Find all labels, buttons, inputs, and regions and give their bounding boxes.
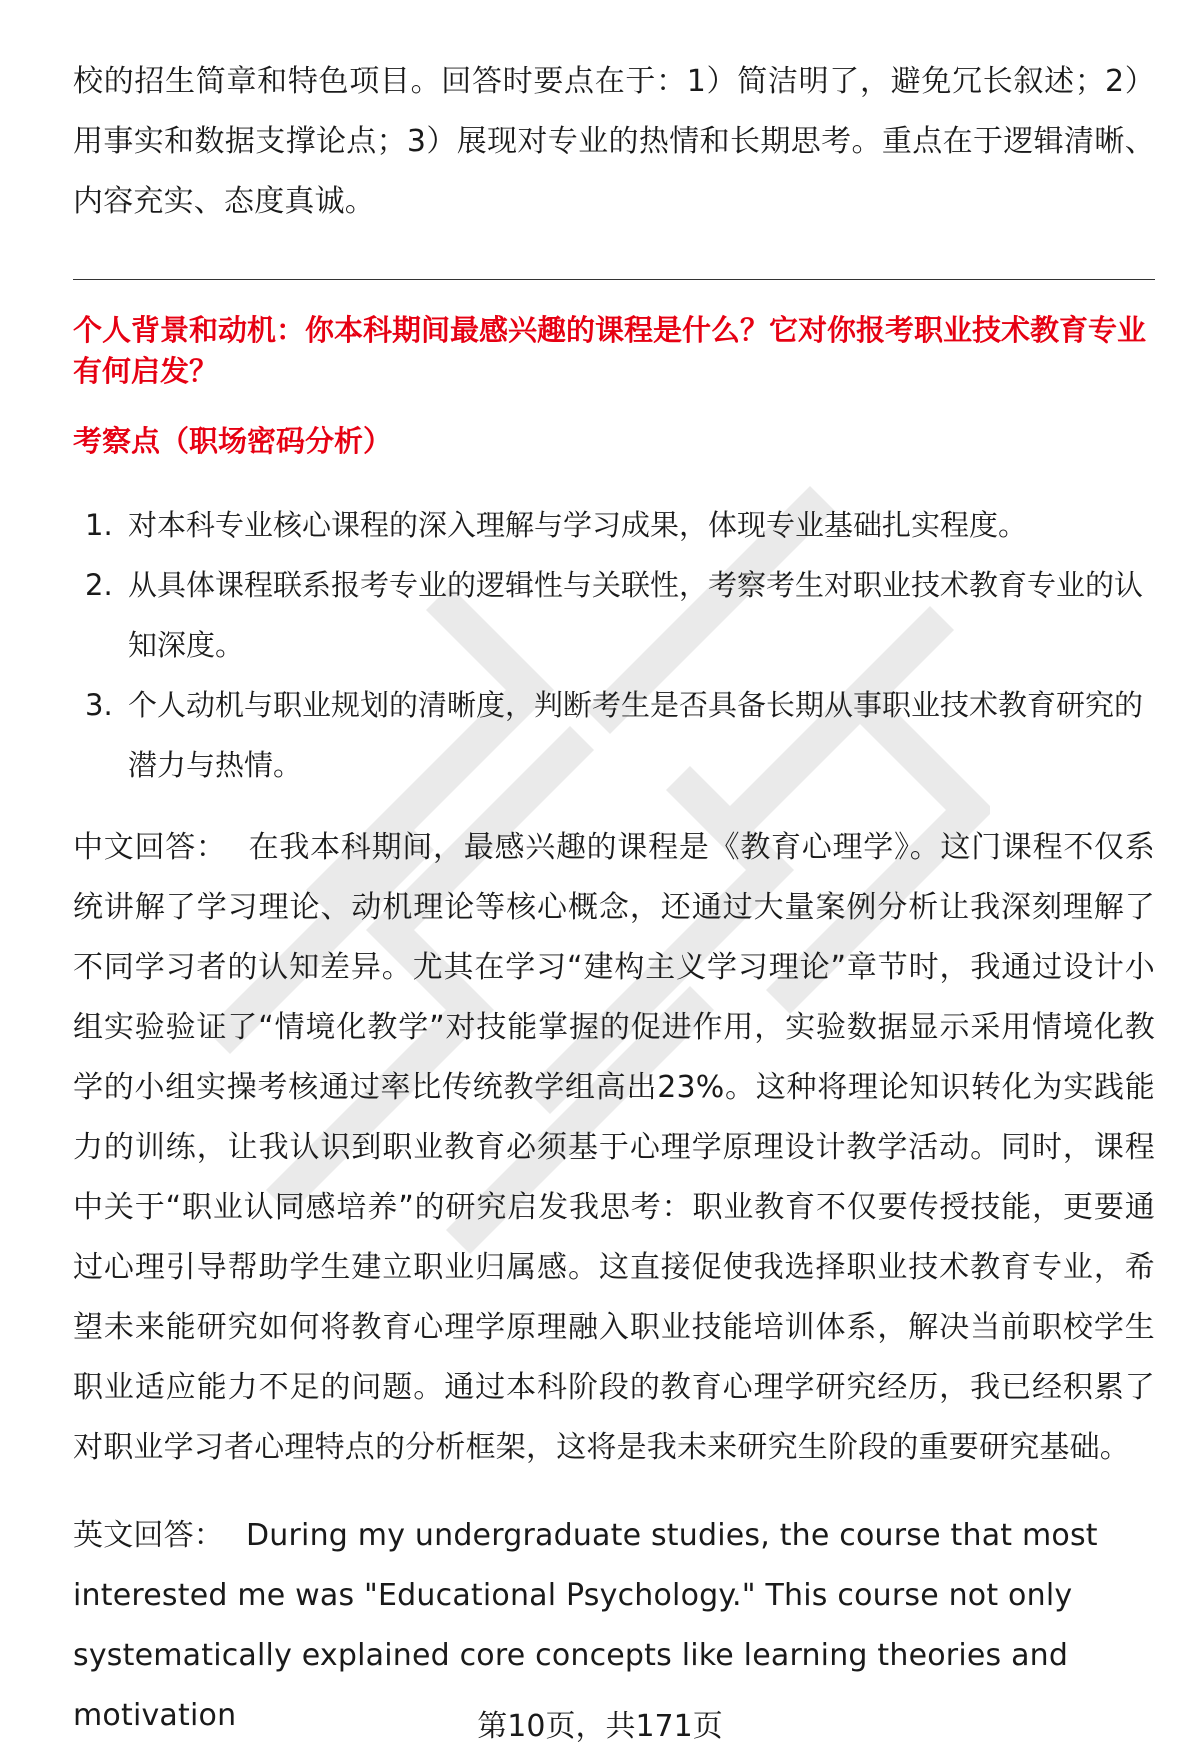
chinese-answer-text: 在我本科期间，最感兴趣的课程是《教育心理学》。这门课程不仅系统讲解了学习理论、动机理论等核心概念，还通过大量案例分析让我深刻理解了不同学习者的认知差异。尤其在学习“建构主义学习理论”章节时，我通过设计小组实验验证了“情境化教学”对技能掌握的促进作用，实验数据显示采用情境化教学的小组实操考核通过率比传统教学组高出23%。这种将理论知识转化为实践能力的训练，让我认识到职业教育必须基于心理学原理设计教学活动。同时，课程中关于“职业认同感培养”的研究启发我思考：职业教育不仅要传授技能，更要通过心理引导帮助学生建立职业归属感。这直接促使我选择职业技术教育专业，希望未来能研究如何将教育心理学原理融入职业技能培训体系，解决当前职校学生职业适应能力不足的问题。通过本科阶段的教育心理学研究经历，我已经积累了对职业学习者心理特点的分析框架，这将是我未来研究生阶段的重要研究基础。 <box>73 830 1156 1465</box>
english-answer-text: During my undergraduate studies, the course that most interested me was "Educational Psychology." This course not only systematically explained core concepts like learning theories and motivation <box>73 1518 1098 1733</box>
page-number-footer: 第10页，共171页 <box>477 1709 723 1744</box>
list-item-text: 从具体课程联系报考专业的逻辑性与关联性，考察考生对职业技术教育专业的认知深度。 <box>128 568 1144 662</box>
question-title: 个人背景和动机：你本科期间最感兴趣的课程是什么？它对你报考职业技术教育专业有何启发？ <box>73 313 1147 388</box>
chinese-answer-paragraph <box>73 818 1155 1478</box>
section-divider <box>73 279 1155 280</box>
list-item <box>73 555 1155 675</box>
english-answer-label: 英文回答： <box>73 1518 224 1553</box>
list-item-number: 1. <box>85 508 113 542</box>
list-item-number: 2. <box>85 568 113 602</box>
intro-paragraph: 校的招生简章和特色项目。回答时要点在于：1）简洁明了，避免冗长叙述；2）用事实和数据支撑论点；3）展现对专业的热情和长期思考。重点在于逻辑清晰、内容充实、态度真诚。 <box>73 64 1155 219</box>
list-item-text: 个人动机与职业规划的清晰度，判断考生是否具备长期从事职业技术教育研究的潜力与热情。 <box>128 688 1144 782</box>
list-item <box>73 675 1155 795</box>
chinese-answer-label: 中文回答： <box>73 830 227 865</box>
list-item-number: 3. <box>85 688 113 722</box>
list-item <box>73 495 1155 555</box>
assessment-points-list <box>73 495 1155 795</box>
list-item-text: 对本科专业核心课程的深入理解与学习成果，体现专业基础扎实程度。 <box>128 508 1028 542</box>
points-heading: 考察点（职场密码分析） <box>73 424 393 458</box>
